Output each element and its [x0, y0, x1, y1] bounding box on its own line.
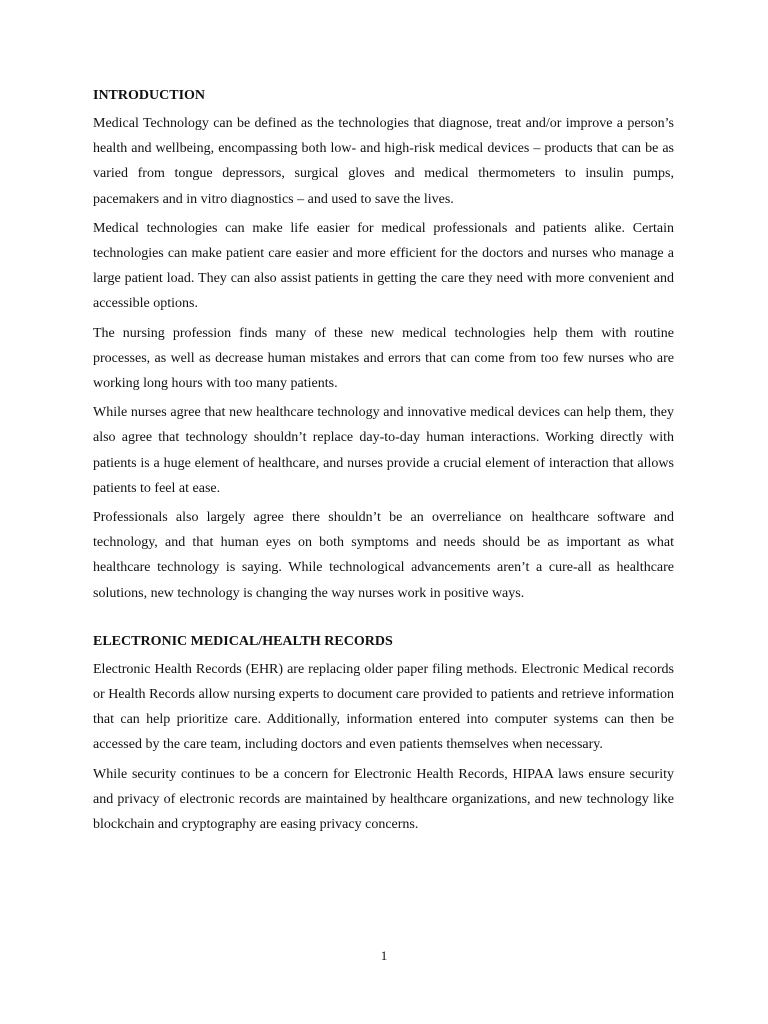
section-heading-introduction: INTRODUCTION: [93, 88, 206, 103]
paragraph: Medical technologies can make life easier for medical professionals and patients alike. Certain technologies can make patient care easier and more efficient for the doctors and nurses who manage a large patient load. They can also assist patients in getting the care they need with more convenient and accessible options.: [93, 220, 674, 312]
paragraph: While security continues to be a concern for Electronic Health Records, HIPAA laws ensure security and privacy of electronic records are maintained by healthcare organizations, and new technology like blockchain and cryptography are easing privacy concerns.: [93, 766, 674, 833]
paragraph: While nurses agree that new healthcare technology and innovative medical devices can help them, they also agree that technology shouldn’t replace day-to-day human interactions. Working directly with patients is a huge element of healthcare, and nurses provide a crucial element of interaction that allows patients to feel at ease.: [93, 405, 674, 496]
paragraph: The nursing profession finds many of these new medical technologies help them with routine processes, as well as decrease human mistakes and errors that can come from too few nurses who are working long hours with too many patients.: [93, 325, 674, 392]
paragraph: Professionals also largely agree there shouldn’t be an overreliance on healthcare software and technology, and that human eyes on both symptoms and needs should be as important as what healthcare technology is saying. While technological advancements aren’t a cure-all as healthcare solutions, new technology is changing the way nurses work in positive ways.: [93, 510, 674, 601]
paragraph: Medical Technology can be defined as the technologies that diagnose, treat and/or improve a person’s health and wellbeing, encompassing both low- and high-risk medical devices – products that can be as varied from tongue depressors, surgical gloves and medical thermometers to insulin pumps, pacemakers and in vitro diagnostics – and used to save the lives.: [93, 116, 674, 207]
document-body: [93, 86, 674, 841]
section-heading-electronic-records: ELECTRONIC MEDICAL/HEALTH RECORDS: [93, 633, 393, 649]
page-number: 1: [380, 948, 388, 963]
paragraph: Electronic Health Records (EHR) are replacing older paper filing methods. Electronic Medical records or Health Records allow nursing experts to document care provided to patients and retrieve information that can help prioritize care. Additionally, information entered into computer systems can then be accessed by the care team, including doctors and even patients themselves when necessary.: [93, 661, 674, 753]
section-spacer: [93, 610, 674, 632]
